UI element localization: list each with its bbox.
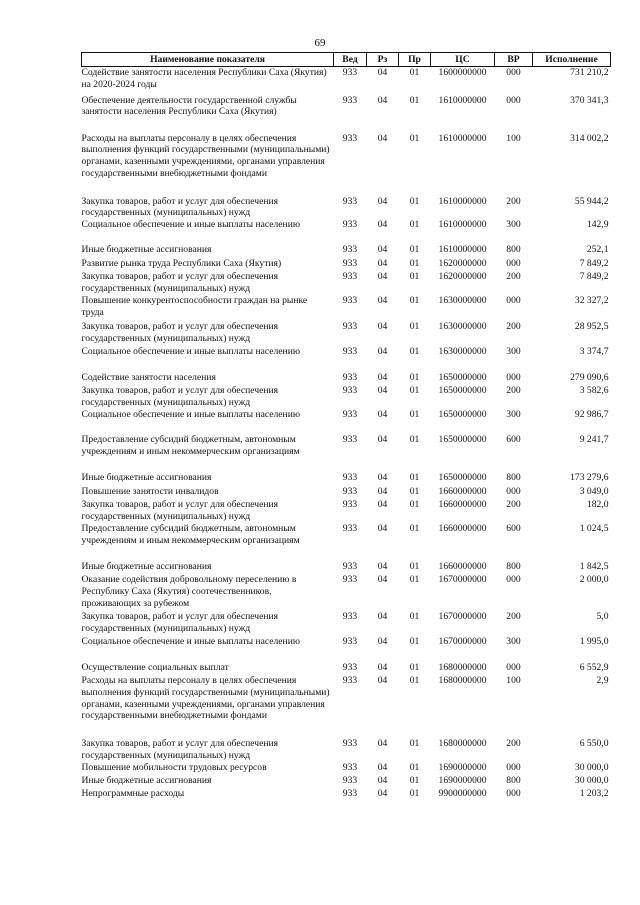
table-row — [82, 219, 611, 244]
cell-cs: 1610000000 — [438, 195, 487, 207]
cell-rz: 04 — [377, 295, 388, 307]
table-body — [82, 67, 611, 802]
table-row — [82, 775, 611, 788]
table-row — [82, 258, 611, 271]
table-row — [82, 434, 611, 472]
cell-value: 32 327,2 — [574, 295, 609, 307]
cell-vr: 300 — [506, 219, 521, 231]
cell-vr: 800 — [506, 775, 521, 787]
cell-ved: 933 — [342, 94, 358, 106]
cell-ved: 933 — [342, 409, 358, 421]
table-header — [82, 53, 611, 67]
cell-cs: 1660000000 — [438, 486, 487, 498]
cell-pr: 01 — [409, 94, 420, 106]
cell-pr: 01 — [409, 662, 420, 674]
cell-pr: 01 — [409, 472, 420, 484]
cell-rz: 04 — [377, 258, 388, 270]
cell-pr: 01 — [409, 385, 420, 397]
cell-cs: 1610000000 — [438, 244, 487, 256]
cell-name: Расходы на выплаты персоналу в целях обеспечения выполнения функций государственными (муниципальными) органами, казенными учреждениями, органами управления государственными внебюджетными фондами — [81, 675, 330, 722]
cell-pr: 01 — [409, 346, 420, 358]
table-row — [82, 321, 611, 346]
cell-vr: 200 — [506, 195, 521, 207]
cell-cs: 1690000000 — [438, 775, 487, 787]
cell-value: 2 000,0 — [579, 574, 609, 586]
cell-cs: 1650000000 — [438, 372, 487, 384]
cell-pr: 01 — [409, 295, 420, 307]
table-row — [82, 523, 611, 561]
cell-ved: 933 — [342, 523, 358, 535]
cell-ved: 933 — [342, 219, 358, 231]
cell-rz: 04 — [377, 675, 388, 687]
cell-name: Непрограммные расходы — [81, 788, 185, 800]
cell-ved: 933 — [342, 762, 358, 774]
cell-value: 9 241,7 — [579, 434, 609, 446]
cell-pr: 01 — [409, 788, 420, 800]
cell-ved: 933 — [342, 675, 358, 687]
cell-value: 1 842,5 — [579, 561, 609, 573]
cell-cs: 1650000000 — [438, 385, 487, 397]
cell-value: 279 090,6 — [570, 372, 609, 384]
cell-name: Расходы на выплаты персоналу в целях обеспечения выполнения функций государственными (муниципальными) органами, казенными учреждениями, органами управления государственными внебюджетными фондами — [81, 132, 330, 179]
table-row — [82, 244, 611, 258]
cell-name: Оказание содействия добровольному переселению в Республику Саха (Якутия) соотечественников, проживающих за рубежом — [81, 574, 297, 609]
table-row — [82, 372, 611, 385]
cell-vr: 300 — [506, 346, 521, 358]
cell-rz: 04 — [377, 372, 388, 384]
cell-value: 370 341,3 — [570, 94, 609, 106]
cell-name: Содействие занятости населения Республики Саха (Якутия) на 2020-2024 годы — [81, 67, 327, 90]
cell-value: 173 279,6 — [570, 472, 609, 484]
cell-vr: 200 — [506, 738, 521, 750]
cell-vr: 300 — [506, 409, 521, 421]
cell-value: 30 000,0 — [574, 775, 609, 787]
cell-cs: 1610000000 — [438, 94, 487, 106]
cell-name: Иные бюджетные ассигнования — [81, 472, 212, 484]
cell-vr: 000 — [506, 67, 521, 78]
cell-ved: 933 — [342, 372, 358, 384]
header-value: Исполнение — [533, 53, 611, 67]
table-row — [82, 385, 611, 409]
cell-rz: 04 — [377, 574, 388, 586]
cell-rz: 04 — [377, 195, 388, 207]
cell-ved: 933 — [342, 258, 358, 270]
cell-rz: 04 — [377, 636, 388, 648]
cell-name: Развитие рынка труда Республики Саха (Якутия) — [81, 258, 282, 270]
cell-name: Повышение мобильности трудовых ресурсов — [81, 762, 267, 774]
cell-name: Иные бюджетные ассигнования — [81, 244, 212, 256]
cell-rz: 04 — [377, 434, 388, 446]
cell-pr: 01 — [409, 219, 420, 231]
cell-cs: 9900000000 — [438, 788, 487, 800]
cell-cs: 1650000000 — [438, 409, 487, 421]
cell-name: Предоставление субсидий бюджетным, автономным учреждениям и иным некоммерческим организациям — [81, 523, 300, 546]
header-cs: ЦС — [431, 53, 495, 67]
cell-rz: 04 — [377, 472, 388, 484]
cell-pr: 01 — [409, 561, 420, 573]
cell-cs: 1660000000 — [438, 499, 487, 511]
cell-vr: 000 — [506, 762, 521, 774]
cell-cs: 1680000000 — [438, 675, 487, 687]
cell-pr: 01 — [409, 258, 420, 270]
cell-vr: 200 — [506, 385, 521, 397]
cell-vr: 800 — [506, 244, 521, 256]
cell-cs: 1610000000 — [438, 132, 487, 144]
cell-ved: 933 — [342, 132, 358, 144]
cell-value: 3 374,7 — [579, 346, 609, 358]
cell-pr: 01 — [409, 132, 420, 144]
cell-vr: 600 — [506, 523, 521, 535]
cell-cs: 1630000000 — [438, 295, 487, 307]
cell-value: 1 024,5 — [579, 523, 609, 535]
table-row — [82, 409, 611, 434]
cell-value: 5,0 — [596, 611, 609, 623]
cell-pr: 01 — [409, 762, 420, 774]
cell-pr: 01 — [409, 611, 420, 623]
cell-pr: 01 — [409, 244, 420, 256]
cell-name: Социальное обеспечение и иные выплаты населению — [81, 636, 300, 648]
cell-ved: 933 — [342, 636, 358, 648]
table-row — [82, 67, 611, 95]
cell-pr: 01 — [409, 775, 420, 787]
cell-pr: 01 — [409, 409, 420, 421]
cell-ved: 933 — [342, 499, 358, 511]
cell-cs: 1620000000 — [438, 271, 487, 283]
cell-vr: 800 — [506, 561, 521, 573]
cell-rz: 04 — [377, 385, 388, 397]
cell-vr: 600 — [506, 434, 521, 446]
cell-value: 1 995,0 — [579, 636, 609, 648]
table-row — [82, 762, 611, 775]
cell-rz: 04 — [377, 271, 388, 283]
cell-name: Закупка товаров, работ и услуг для обеспечения государственных (муниципальных) нужд — [81, 321, 279, 344]
cell-cs: 1660000000 — [438, 561, 487, 573]
cell-value: 6 552,9 — [579, 662, 609, 674]
cell-value: 6 550,0 — [579, 738, 609, 750]
cell-pr: 01 — [409, 321, 420, 333]
cell-pr: 01 — [409, 434, 420, 446]
cell-ved: 933 — [342, 472, 358, 484]
cell-ved: 933 — [342, 486, 358, 498]
cell-pr: 01 — [409, 523, 420, 535]
cell-pr: 01 — [409, 499, 420, 511]
cell-ved: 933 — [342, 434, 358, 446]
cell-ved: 933 — [342, 271, 358, 283]
cell-value: 7 849,2 — [579, 271, 609, 283]
header-ved: Вед — [334, 53, 367, 67]
cell-ved: 933 — [342, 195, 358, 207]
header-rz: Рз — [367, 53, 399, 67]
cell-vr: 000 — [506, 662, 521, 674]
cell-name: Предоставление субсидий бюджетным, автономным учреждениям и иным некоммерческим организациям — [81, 434, 300, 457]
cell-name: Обеспечение деятельности государственной службы занятости населения Республики Саха (Якутия) — [81, 94, 297, 118]
cell-name: Социальное обеспечение и иные выплаты населению — [81, 409, 300, 421]
header-name: Наименование показателя — [82, 53, 334, 67]
table-row — [82, 486, 611, 499]
cell-cs: 1670000000 — [438, 574, 487, 586]
cell-pr: 01 — [409, 67, 420, 78]
cell-pr: 01 — [409, 372, 420, 384]
cell-cs: 1630000000 — [438, 346, 487, 358]
cell-name: Повышение конкурентоспособности граждан на рынке труда — [81, 295, 308, 318]
cell-value: 7 849,2 — [579, 258, 609, 270]
cell-name: Повышение занятости инвалидов — [81, 486, 219, 498]
cell-ved: 933 — [342, 775, 358, 787]
cell-value: 55 944,2 — [574, 195, 609, 207]
cell-cs: 1650000000 — [438, 434, 487, 446]
budget-table — [81, 52, 611, 801]
cell-name: Закупка товаров, работ и услуг для обеспечения государственных (муниципальных) нужд — [81, 271, 279, 294]
table-row — [82, 499, 611, 523]
cell-cs: 1680000000 — [438, 738, 487, 750]
cell-name: Социальное обеспечение и иные выплаты населению — [81, 219, 300, 231]
cell-cs: 1600000000 — [438, 67, 487, 78]
cell-value: 182,0 — [586, 499, 609, 511]
cell-cs: 1610000000 — [438, 219, 487, 231]
cell-rz: 04 — [377, 611, 388, 623]
cell-value: 252,1 — [586, 244, 609, 256]
cell-cs: 1660000000 — [438, 523, 487, 535]
table-row — [82, 636, 611, 662]
cell-rz: 04 — [377, 561, 388, 573]
table-row — [82, 738, 611, 762]
cell-rz: 04 — [377, 486, 388, 498]
table-row — [82, 95, 611, 133]
cell-ved: 933 — [342, 561, 358, 573]
cell-cs: 1680000000 — [438, 662, 487, 674]
cell-ved: 933 — [342, 662, 358, 674]
cell-pr: 01 — [409, 738, 420, 750]
cell-name: Закупка товаров, работ и услуг для обеспечения государственных (муниципальных) нужд — [81, 499, 279, 522]
cell-value: 30 000,0 — [574, 762, 609, 774]
cell-rz: 04 — [377, 346, 388, 358]
cell-name: Содействие занятости населения — [81, 372, 216, 384]
cell-name: Закупка товаров, работ и услуг для обеспечения государственных (муниципальных) нужд — [81, 195, 279, 219]
cell-value: 3 049,0 — [579, 486, 609, 498]
cell-ved: 933 — [342, 346, 358, 358]
cell-vr: 000 — [506, 94, 521, 106]
cell-rz: 04 — [377, 94, 388, 106]
cell-pr: 01 — [409, 195, 420, 207]
cell-name: Закупка товаров, работ и услуг для обеспечения государственных (муниципальных) нужд — [81, 611, 279, 634]
cell-vr: 200 — [506, 499, 521, 511]
cell-ved: 933 — [342, 321, 358, 333]
cell-ved: 933 — [342, 295, 358, 307]
cell-vr: 100 — [506, 132, 521, 144]
cell-vr: 000 — [506, 258, 521, 270]
cell-ved: 933 — [342, 611, 358, 623]
cell-name: Закупка товаров, работ и услуг для обеспечения государственных (муниципальных) нужд — [81, 385, 279, 408]
cell-pr: 01 — [409, 271, 420, 283]
cell-vr: 200 — [506, 321, 521, 333]
cell-ved: 933 — [342, 67, 358, 78]
cell-rz: 04 — [377, 523, 388, 535]
cell-rz: 04 — [377, 219, 388, 231]
cell-pr: 01 — [409, 675, 420, 687]
cell-value: 142,9 — [586, 219, 609, 231]
cell-value: 28 952,5 — [574, 321, 609, 333]
cell-name: Социальное обеспечение и иные выплаты населению — [81, 346, 300, 358]
cell-cs: 1620000000 — [438, 258, 487, 270]
table-row — [82, 675, 611, 738]
cell-pr: 01 — [409, 636, 420, 648]
cell-name: Осуществление социальных выплат — [81, 662, 229, 674]
cell-vr: 100 — [506, 675, 521, 687]
cell-rz: 04 — [377, 788, 388, 800]
cell-name: Закупка товаров, работ и услуг для обеспечения государственных (муниципальных) нужд — [81, 738, 279, 761]
cell-vr: 800 — [506, 472, 521, 484]
table-row — [82, 271, 611, 295]
cell-value: 92 986,7 — [574, 409, 609, 421]
cell-vr: 200 — [506, 271, 521, 283]
cell-vr: 000 — [506, 486, 521, 498]
cell-rz: 04 — [377, 662, 388, 674]
table-row — [82, 196, 611, 220]
cell-cs: 1670000000 — [438, 636, 487, 648]
cell-value: 731 210,2 — [570, 67, 609, 78]
cell-vr: 000 — [506, 372, 521, 384]
cell-vr: 000 — [506, 574, 521, 586]
cell-rz: 04 — [377, 132, 388, 144]
cell-rz: 04 — [377, 775, 388, 787]
table-row — [82, 561, 611, 574]
cell-vr: 000 — [506, 788, 521, 800]
page-number: 69 — [314, 37, 326, 49]
table-row — [82, 574, 611, 611]
cell-ved: 933 — [342, 244, 358, 256]
cell-value: 3 582,6 — [579, 385, 609, 397]
cell-value: 2,9 — [596, 675, 609, 687]
cell-rz: 04 — [377, 244, 388, 256]
cell-pr: 01 — [409, 574, 420, 586]
table-row — [82, 788, 611, 801]
cell-rz: 04 — [377, 321, 388, 333]
table-row — [82, 662, 611, 675]
cell-cs: 1690000000 — [438, 762, 487, 774]
cell-rz: 04 — [377, 762, 388, 774]
cell-vr: 200 — [506, 611, 521, 623]
table-row — [82, 346, 611, 372]
header-pr: Пр — [399, 53, 431, 67]
cell-vr: 300 — [506, 636, 521, 648]
cell-ved: 933 — [342, 738, 358, 750]
table-row — [82, 133, 611, 196]
cell-rz: 04 — [377, 67, 388, 78]
cell-cs: 1630000000 — [438, 321, 487, 333]
header-vr: ВР — [495, 53, 533, 67]
table-row — [82, 611, 611, 636]
cell-rz: 04 — [377, 738, 388, 750]
table-row — [82, 472, 611, 486]
cell-value: 314 002,2 — [570, 132, 609, 144]
cell-ved: 933 — [342, 574, 358, 586]
cell-pr: 01 — [409, 486, 420, 498]
cell-name: Иные бюджетные ассигнования — [81, 775, 212, 787]
cell-rz: 04 — [377, 499, 388, 511]
cell-ved: 933 — [342, 385, 358, 397]
cell-value: 1 203,2 — [579, 788, 609, 800]
table-row — [82, 295, 611, 321]
cell-ved: 933 — [342, 788, 358, 800]
cell-cs: 1650000000 — [438, 472, 487, 484]
cell-vr: 000 — [506, 295, 521, 307]
cell-name: Иные бюджетные ассигнования — [81, 561, 212, 573]
cell-rz: 04 — [377, 409, 388, 421]
cell-cs: 1670000000 — [438, 611, 487, 623]
